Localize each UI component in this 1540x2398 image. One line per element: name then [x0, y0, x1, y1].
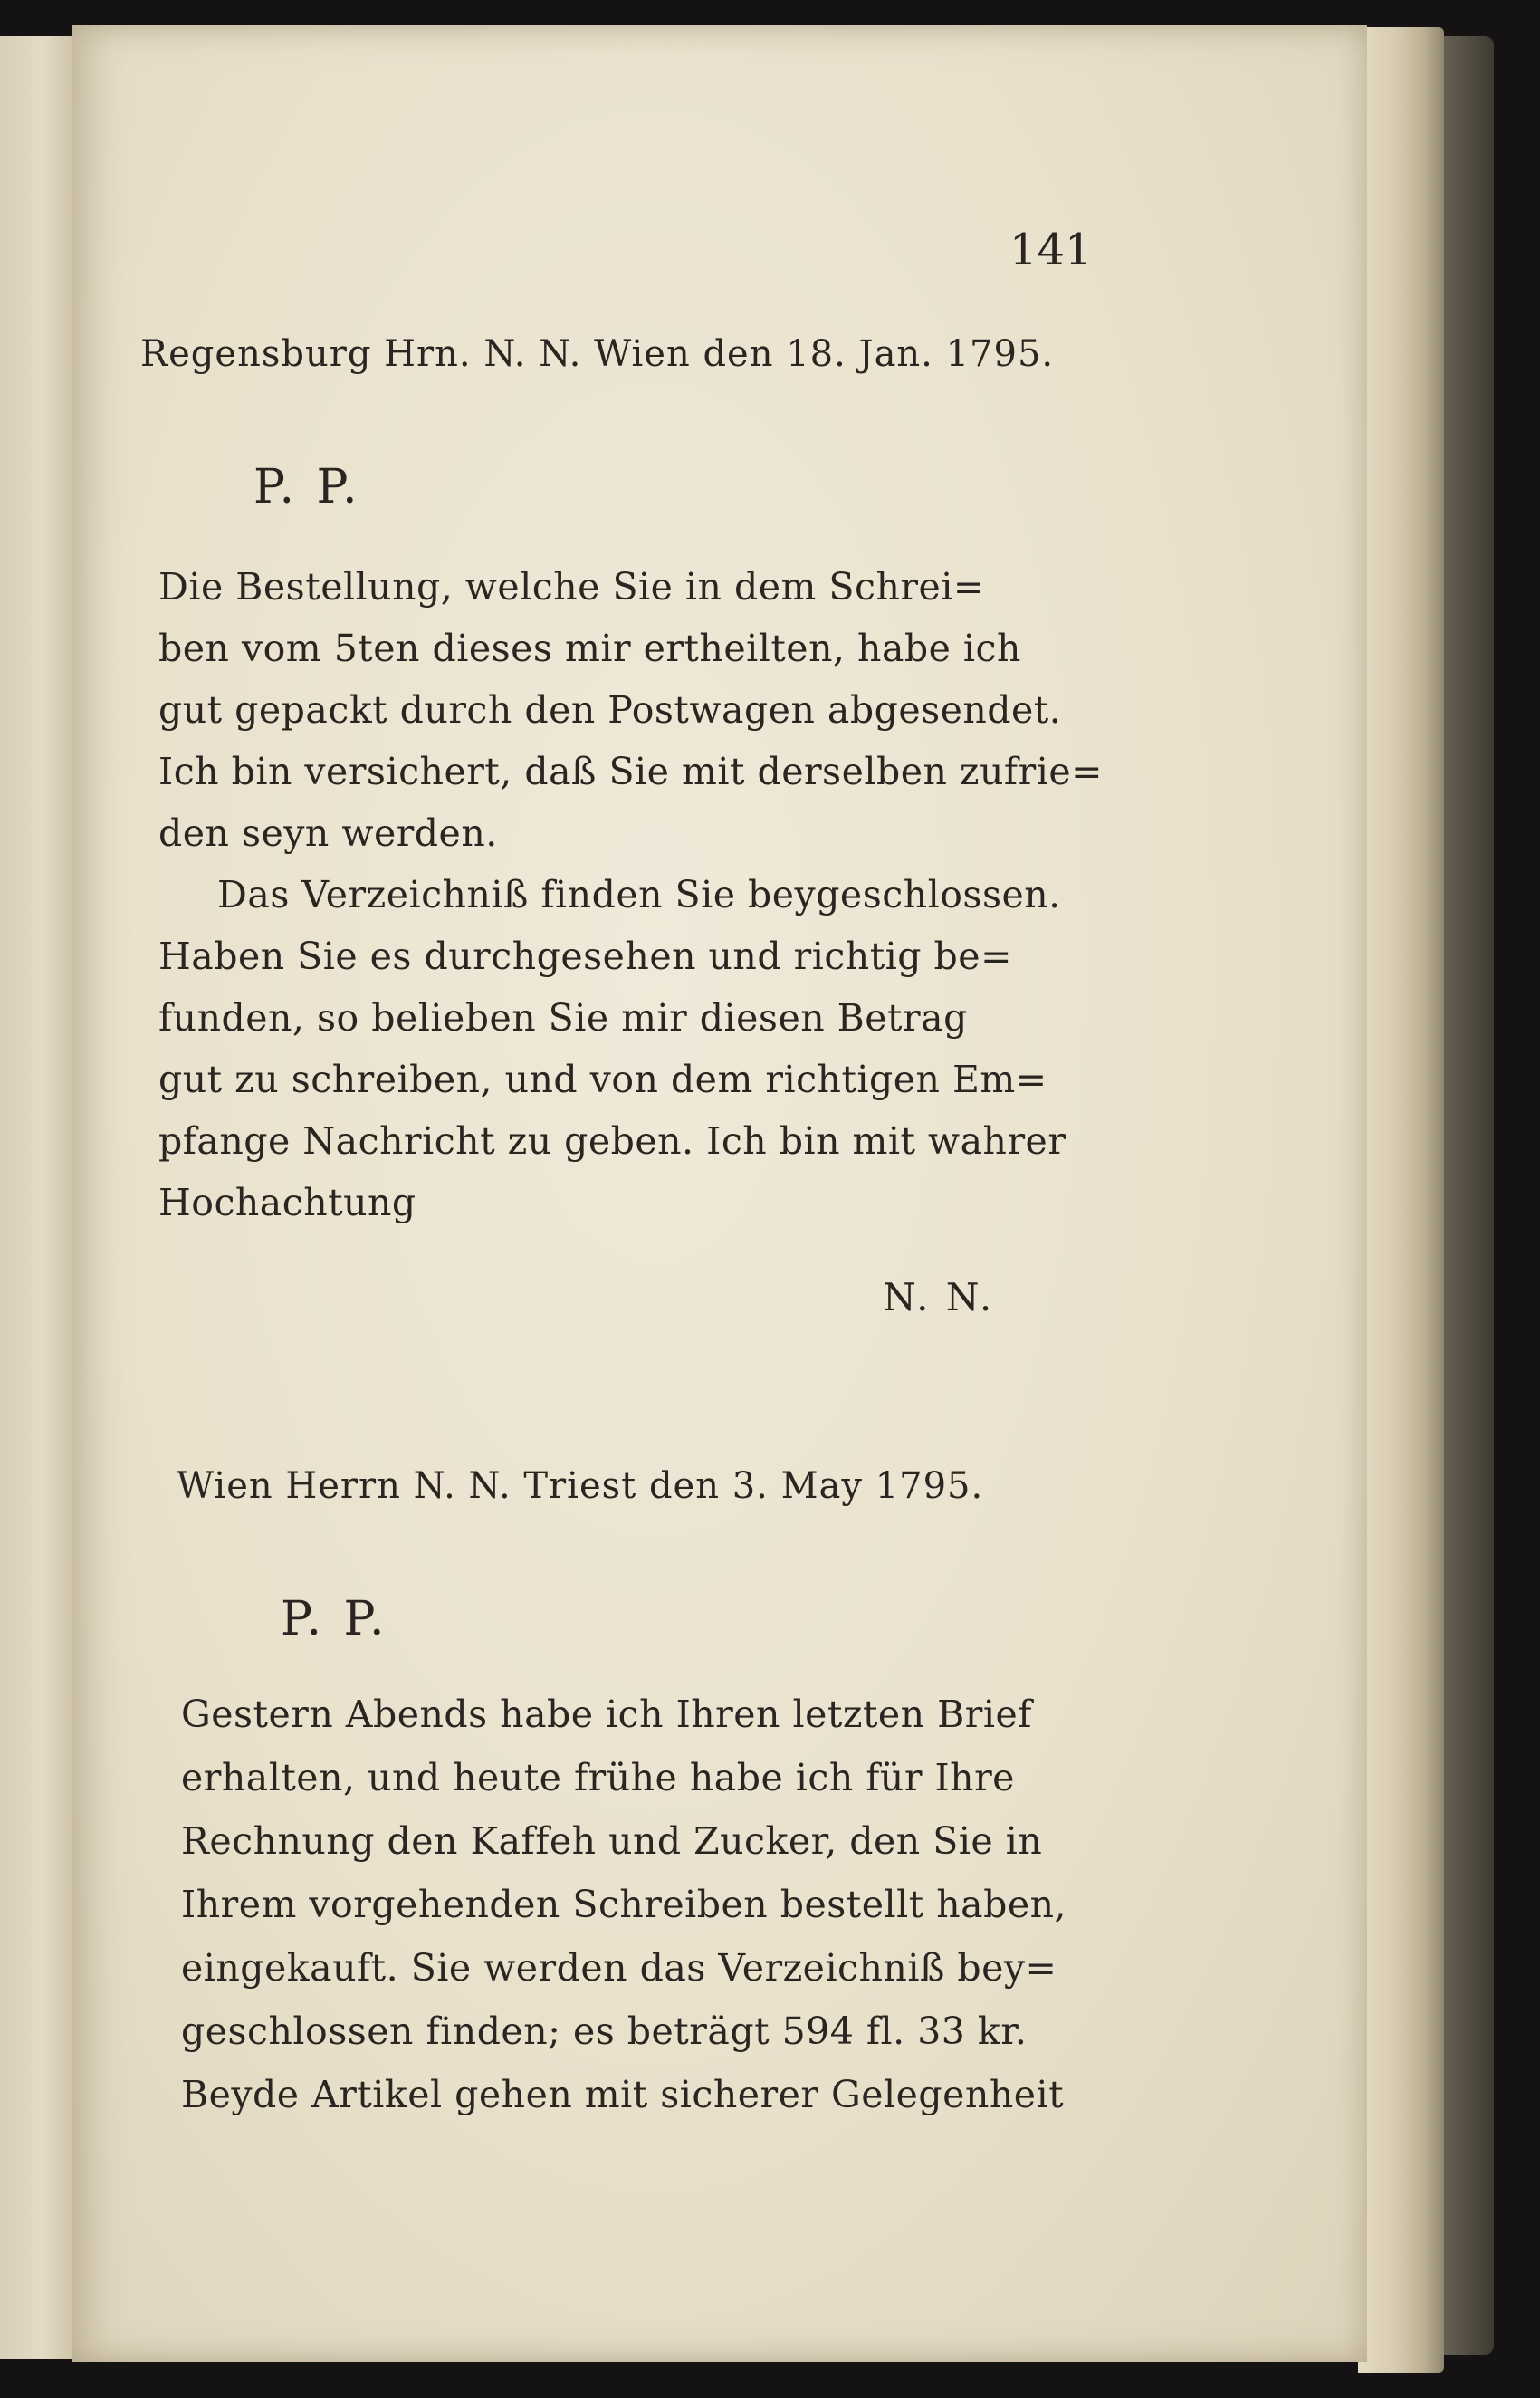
letter1-line-4: Ich bin versichert, daß Sie mit derselben zufrie= [158, 750, 1103, 793]
letter1-line-10: pfange Nachricht zu geben. Ich bin mit wahrer [158, 1119, 1067, 1163]
letter1-header: Regensburg Hrn. N. N. Wien den 18. Jan. 1795. [140, 333, 1055, 375]
letter1-line-2: ben vom 5ten dieses mir ertheilten, habe ich [158, 627, 1021, 670]
letter2-line-3: Rechnung den Kaffeh und Zucker, den Sie in [181, 1819, 1043, 1863]
letter2-line-4: Ihrem vorgehenden Schreiben bestellt haben, [181, 1883, 1067, 1926]
page-stack-edge [1358, 27, 1444, 2373]
letter1-line-7: Haben Sie es durchgesehen und richtig be= [158, 935, 1012, 978]
letter1-signature: N. N. [883, 1275, 995, 1319]
letter2-line-1: Gestern Abends habe ich Ihren letzten Brief [181, 1693, 1032, 1736]
letter1-line-1: Die Bestellung, welche Sie in dem Schrei= [158, 565, 985, 609]
letter2-line-2: erhalten, und heute frühe habe ich für Ihre [181, 1756, 1015, 1799]
previous-page-edge [0, 36, 74, 2359]
letter1-line-3: gut gepackt durch den Postwagen abgesendet. [158, 688, 1062, 732]
letter1-line-6: Das Verzeichniß finden Sie beygeschlossen. [217, 873, 1061, 916]
book-page [72, 25, 1367, 2362]
letter1-line-8: funden, so belieben Sie mir diesen Betrag [158, 996, 968, 1040]
page-number: 141 [1009, 225, 1093, 275]
letter2-line-6: geschlossen finden; es beträgt 594 fl. 33 kr. [181, 2010, 1028, 2053]
letter2-salutation: P. P. [281, 1592, 388, 1646]
letter1-line-9: gut zu schreiben, und von dem richtigen Em= [158, 1058, 1047, 1101]
letter2-line-7: Beyde Artikel gehen mit sicherer Gelegenheit [181, 2073, 1065, 2116]
letter2-header: Wien Herrn N. N. Triest den 3. May 1795. [177, 1465, 984, 1507]
letter1-line-11: Hochachtung [158, 1181, 416, 1224]
letter1-line-5: den seyn werden. [158, 811, 498, 855]
letter1-salutation: P. P. [253, 460, 361, 514]
letter2-line-5: eingekauft. Sie werden das Verzeichniß bey= [181, 1946, 1057, 1990]
